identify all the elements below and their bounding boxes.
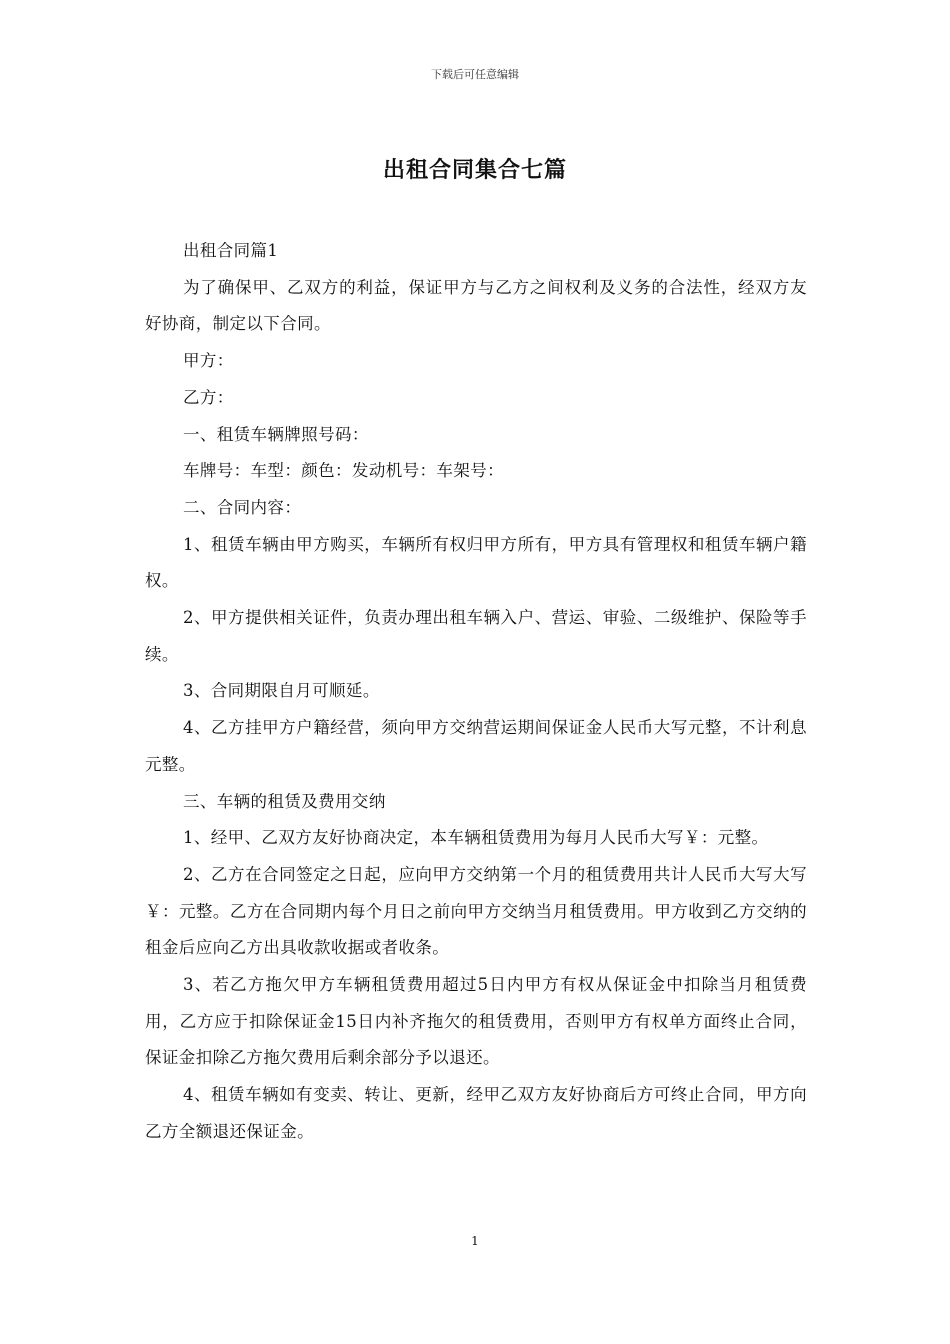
clause-2-1: 1、租赁车辆由甲方购买，车辆所有权归甲方所有，甲方具有管理权和租赁车辆户籍权。 [145,534,807,591]
clause-3-4: 4、租赁车辆如有变卖、转让、更新，经甲乙双方友好协商后方可终止合同，甲方向乙方全额退还保证金。 [145,1085,807,1141]
section-heading-plate: 一、租赁车辆牌照号码： [182,424,369,444]
intro-paragraph: 为了确保甲、乙双方的利益，保证甲方与乙方之间权利及义务的合法性，经双方友好协商，制定以下合同。 [145,277,807,334]
party-a-line: 甲方： [182,351,234,371]
document-body [145,233,807,1151]
clause-3-1: 1、经甲、乙双方友好协商决定，本车辆租赁费用为每月人民币大写￥：元整。 [182,828,769,848]
clause-2-2: 2、甲方提供相关证件，负责办理出租车辆入户、营运、审验、二级维护、保险等手续。 [145,608,807,664]
party-b-line: 乙方： [182,387,234,407]
section-heading-fees: 三、车辆的租赁及费用交纳 [182,791,386,811]
clause-2-3: 3、合同期限自月可顺延。 [182,681,380,701]
section-heading-content: 二、合同内容： [182,497,302,517]
document-title: 出租合同集合七篇 [382,157,567,183]
clause-3-3: 3、若乙方拖欠甲方车辆租赁费用超过5日内甲方有权从保证金中扣除当月租赁费用，乙方应于扣除保证金15日内补齐拖欠的租赁费用，否则甲方有权单方面终止合同，保证金扣除乙方拖欠费用后剩余部分予以退还。 [145,975,807,1068]
page-number: 1 [471,1234,479,1248]
clause-3-2: 2、乙方在合同签定之日起，应向甲方交纳第一个月的租赁费用共计人民币大写大写￥：元整。乙方在合同期内每个月日之前向甲方交纳当月租赁费用。甲方收到乙方交纳的租金后应向乙方出具收款收据或者收条。 [145,864,807,958]
section-heading-part-1: 出租合同篇1 [182,241,279,260]
vehicle-info-line: 车牌号：车型：颜色：发动机号：车架号： [182,461,505,481]
clause-2-4: 4、乙方挂甲方户籍经营，须向甲方交纳营运期间保证金人民币大写元整，不计利息元整。 [145,718,807,774]
header-note: 下载后可任意编辑 [431,68,519,81]
